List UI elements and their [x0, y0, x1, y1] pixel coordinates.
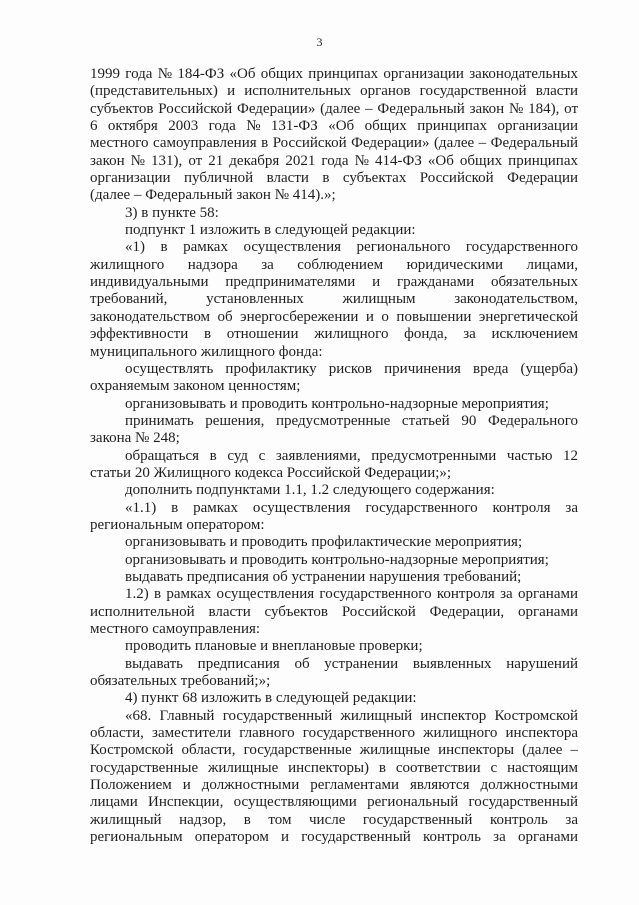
- text-line: [90, 569, 578, 586]
- line-text: обязательных требований;»;: [90, 673, 271, 690]
- line-text: исполнительной власти субъектов Российской Федерации, органами: [90, 603, 578, 620]
- line-text: государственные жилищные инспекторы) в соответствии с настоящим: [90, 759, 578, 776]
- line-text: закона № 248;: [90, 430, 180, 447]
- text-line: [90, 586, 578, 603]
- paragraph: [90, 396, 578, 413]
- line-text: жилищного надзора за соблюдением юридическими лицами,: [90, 256, 578, 273]
- line-text: Костромской области, государственные жилищные инспекторы (далее –: [90, 742, 578, 759]
- line-text: «1.1) в рамках осуществления государственного контроля за: [125, 499, 578, 516]
- line-text: жилищный надзор, в том числе государственный контроль за: [90, 811, 578, 828]
- paragraph: [90, 708, 578, 847]
- text-line: [90, 291, 578, 308]
- text-line: [90, 829, 578, 846]
- text-line: [90, 205, 578, 222]
- line-text: охраняемым законом ценностям;: [90, 378, 301, 395]
- text-line: [90, 604, 578, 621]
- line-text: лицами Инспекции, осуществляющими региональный государственный: [90, 794, 578, 811]
- line-text: (представительных) и исполнительных органов государственной власти: [90, 83, 578, 100]
- line-text: эффективности в отношении жилищного фонда, за исключением: [90, 326, 578, 343]
- line-text: местного самоуправления в Российской Федерации» (далее – Федеральный: [90, 135, 578, 152]
- paragraph: [90, 500, 578, 535]
- paragraph: [90, 656, 578, 691]
- line-text: 3) в пункте 58:: [125, 204, 219, 221]
- text-line: [90, 413, 578, 430]
- line-text: выдавать предписания об устранении нарушения требований;: [125, 568, 522, 585]
- line-text: осуществлять профилактику рисков причинения вреда (ущерба): [125, 360, 578, 377]
- line-text: индивидуальными предпринимателями и гражданами обязательных: [90, 274, 578, 291]
- text-line: [90, 274, 578, 291]
- line-text: организовывать и проводить контрольно-надзорные мероприятия;: [125, 395, 549, 412]
- line-text: местного самоуправления:: [90, 621, 261, 637]
- line-text: муниципального жилищного фонда:: [90, 343, 323, 360]
- line-text: обращаться в суд с заявлениями, предусмотренными частью 12: [125, 447, 578, 464]
- text-line: [90, 118, 578, 135]
- line-text: статьи 20 Жилищного кодекса Российской Федерации;»;: [90, 464, 452, 481]
- document-body: [90, 66, 578, 846]
- text-line: [90, 708, 578, 725]
- text-line: [90, 725, 578, 742]
- line-text: субъектов Российской Федерации» (далее – Федеральный закон № 184), от: [90, 100, 578, 117]
- text-line: [90, 239, 578, 256]
- paragraph: [90, 690, 578, 707]
- paragraph: [90, 552, 578, 569]
- text-line: [90, 500, 578, 517]
- text-line: [90, 812, 578, 829]
- paragraph: [90, 534, 578, 551]
- line-text: «68. Главный государственный жилищный инспектор Костромской: [125, 707, 578, 724]
- paragraph: [90, 586, 578, 638]
- page-number: 3: [316, 35, 323, 49]
- text-line: [90, 153, 578, 170]
- paragraph: [90, 569, 578, 586]
- paragraph: [90, 638, 578, 655]
- line-text: 6 октября 2003 года № 131-ФЗ «Об общих принципах организации: [90, 118, 578, 135]
- line-text: организовывать и проводить профилактические мероприятия;: [125, 534, 523, 551]
- paragraph: [90, 66, 578, 205]
- text-line: [90, 760, 578, 777]
- line-text: 1999 года № 184-ФЗ «Об общих принципах организации законодательных: [90, 66, 578, 82]
- line-text: 1.2) в рамках осуществления государственного контроля за органами: [125, 586, 578, 603]
- text-line: [90, 135, 578, 152]
- text-line: [90, 170, 578, 187]
- text-line: [90, 309, 578, 326]
- text-line: [90, 638, 578, 655]
- line-text: подпункт 1 изложить в следующей редакции:: [125, 222, 416, 239]
- text-line: [90, 482, 578, 499]
- text-line: [90, 465, 578, 482]
- text-line: [90, 794, 578, 811]
- line-text: (далее – Федеральный закон № 414).»;: [90, 187, 336, 204]
- text-line: [90, 344, 578, 361]
- text-line: [90, 517, 578, 534]
- text-line: [90, 396, 578, 413]
- line-text: 4) пункт 68 изложить в следующей редакции:: [125, 690, 417, 707]
- text-line: [90, 552, 578, 569]
- paragraph: [90, 239, 578, 360]
- paragraph: [90, 482, 578, 499]
- text-line: [90, 448, 578, 465]
- text-line: [90, 690, 578, 707]
- text-line: [90, 378, 578, 395]
- text-line: [90, 101, 578, 118]
- paragraph: [90, 222, 578, 239]
- paragraph: [90, 448, 578, 483]
- line-text: принимать решения, предусмотренные статьей 90 Федерального: [125, 412, 578, 429]
- line-text: Положением и должностными регламентами являются должностными: [90, 777, 578, 794]
- paragraph: [90, 361, 578, 396]
- text-line: [90, 326, 578, 343]
- text-line: [90, 534, 578, 551]
- line-text: выдавать предписания об устранении выявленных нарушений: [125, 655, 578, 672]
- line-text: законодательством об энергосбережении и о повышении энергетической: [90, 308, 578, 325]
- text-line: [90, 742, 578, 759]
- text-line: [90, 777, 578, 794]
- paragraph: [90, 413, 578, 448]
- line-text: требований, установленных жилищным законодательством,: [90, 291, 578, 308]
- line-text: региональным оператором:: [90, 516, 265, 533]
- text-line: [90, 621, 578, 638]
- text-line: [90, 83, 578, 100]
- line-text: организации публичной власти в субъектах Российской Федерации: [90, 170, 578, 187]
- line-text: региональным оператором и государственный контроль за органами: [90, 829, 578, 846]
- line-text: области, заместители главного государственного жилищного инспектора: [90, 725, 578, 742]
- text-line: [90, 187, 578, 204]
- text-line: [90, 430, 578, 447]
- text-line: [90, 656, 578, 673]
- line-text: проводить плановые и внеплановые проверки;: [125, 638, 423, 655]
- text-line: [90, 361, 578, 378]
- text-line: [90, 257, 578, 274]
- text-line: [90, 222, 578, 239]
- line-text: дополнить подпунктами 1.1, 1.2 следующего содержания:: [125, 482, 495, 499]
- text-line: [90, 673, 578, 690]
- line-text: закон № 131), от 21 декабря 2021 года № 414-ФЗ «Об общих принципах: [90, 152, 578, 169]
- line-text: «1) в рамках осуществления регионального государственного: [125, 239, 578, 256]
- paragraph: [90, 205, 578, 222]
- line-text: организовывать и проводить контрольно-надзорные мероприятия;: [125, 551, 549, 568]
- text-line: [90, 66, 578, 83]
